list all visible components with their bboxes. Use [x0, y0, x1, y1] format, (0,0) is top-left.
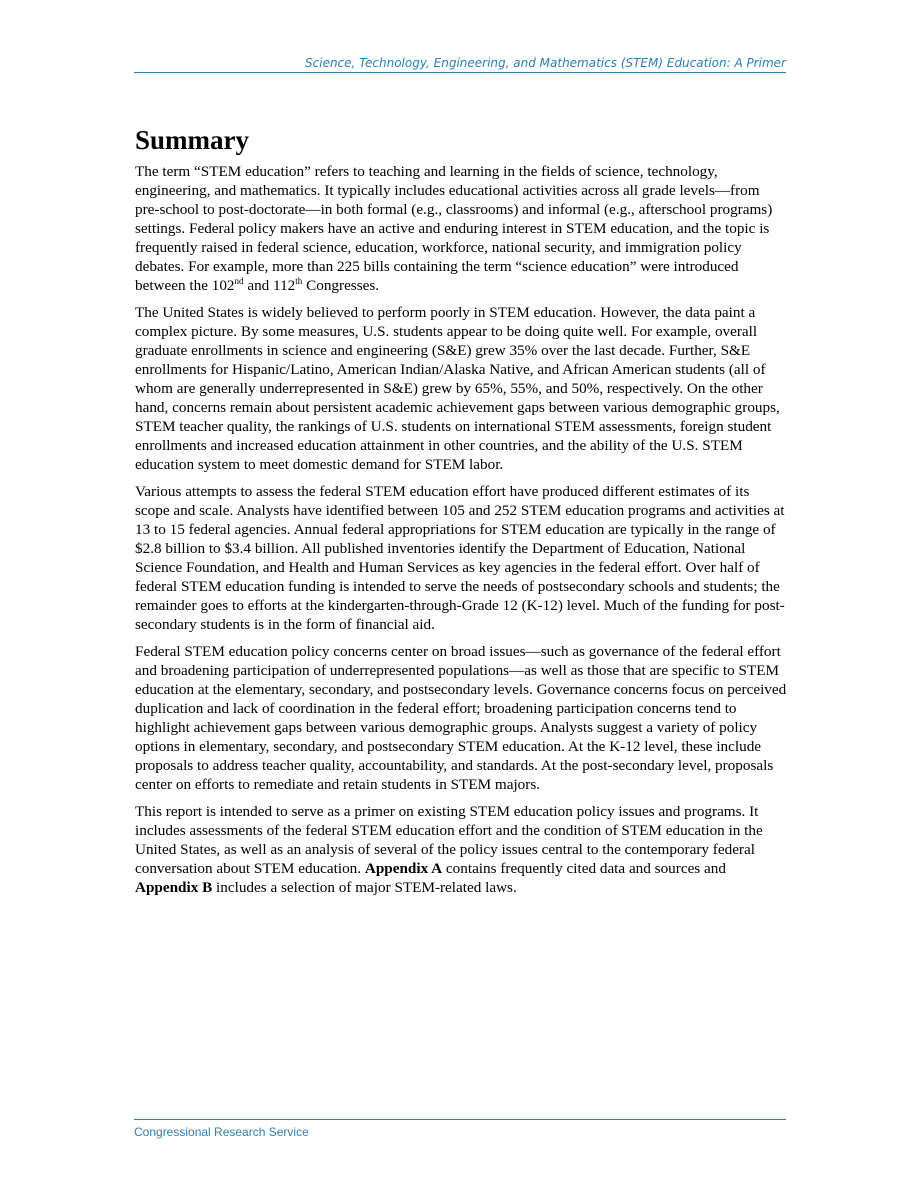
paragraph-text: and 112: [243, 277, 296, 294]
page-header: [134, 54, 786, 73]
paragraph-text: Congresses.: [302, 277, 380, 294]
superscript-nd: nd: [234, 276, 244, 286]
superscript-th: th: [295, 276, 303, 286]
summary-paragraph-2: The United States is widely believed to perform poorly in STEM education. However, the data paint a complex picture. By some measures, U.S. students appear to be doing quite well. For example, overall graduate enrollments in science and engineering (S&E) grew 35% over the last decade. Further, S&E enrollments for Hispanic/Latino, American Indian/Alaska Native, and African American students (all of whom are generally underrepresented in S&E) grew by 65%, 55%, and 50%, respectively. On the other hand, concerns remain about persistent academic achievement gaps between various demographic groups, STEM teacher quality, the rankings of U.S. students on international STEM assessments, foreign student enrollments and increased education attainment in other countries, and the ability of the U.S. STEM education system to meet domestic demand for STEM labor.: [135, 304, 780, 473]
paragraph-text: includes a selection of major STEM-related laws.: [212, 879, 517, 896]
page-content: [135, 122, 787, 905]
paragraph-text: contains frequently cited data and sources and: [442, 860, 726, 877]
paragraph-text: This report is intended to serve as a primer on existing STEM education policy issues and programs. It includes assessments of the federal STEM education effort and the condition of STEM education in the United States, as well as an analysis of several of the policy issues central to the contemporary federal conversation about STEM education.: [135, 803, 763, 877]
summary-paragraph-1: [135, 162, 787, 295]
page-footer: [134, 1119, 786, 1141]
summary-paragraph-4: Federal STEM education policy concerns center on broad issues—such as governance of the federal effort and broadening participation of underrepresented populations—as well as those that are specific to STEM education at the elementary, secondary, and postsecondary levels. Governance concerns focus on perceived duplication and lack of coordination in the federal effort; broadening participation concerns tend to highlight achievement gaps between various demographic groups. Analysts suggest a variety of policy options in elementary, secondary, and postsecondary STEM education. At the K-12 level, these include proposals to address teacher quality, accountability, and standards. At the post-secondary level, proposals center on efforts to remediate and retain students in STEM majors.: [135, 643, 787, 793]
publisher-name: Congressional Research Service: [134, 1125, 309, 1139]
summary-paragraph-3: Various attempts to assess the federal STEM education effort have produced different estimates of its scope and scale. Analysts have identified between 105 and 252 STEM education programs and activities at 13 to 15 federal agencies. Annual federal appropriations for STEM education are typically in the range of $2.8 billion to $3.4 billion. All published inventories identify the Department of Education, National Science Foundation, and Health and Human Services as key agencies in the federal effort. Over half of federal STEM education funding is intended to serve the needs of postsecondary schools and students; the remainder goes to efforts at the kindergarten-through-Grade 12 (K-12) level. Much of the funding for post-secondary students is in the form of financial aid.: [135, 483, 785, 633]
appendix-b-reference: Appendix B: [135, 879, 213, 896]
summary-paragraph-5: [135, 802, 787, 897]
running-title: Science, Technology, Engineering, and Mathematics (STEM) Education: A Primer: [305, 56, 786, 70]
appendix-a-reference: Appendix A: [364, 860, 443, 877]
section-heading: Summary: [135, 125, 249, 155]
paragraph-text: The term “STEM education” refers to teaching and learning in the fields of science, technology, engineering, and mathematics. It typically includes educational activities across all grade levels—from pre-school to post-doctorate—in both formal (e.g., classrooms) and informal (e.g., afterschool programs) settings. Federal policy makers have an active and enduring interest in STEM education, and the topic is frequently raised in federal science, education, workforce, national security, and immigration policy debates. For example, more than 225 bills containing the term “science education” were introduced between the 102: [135, 163, 773, 294]
